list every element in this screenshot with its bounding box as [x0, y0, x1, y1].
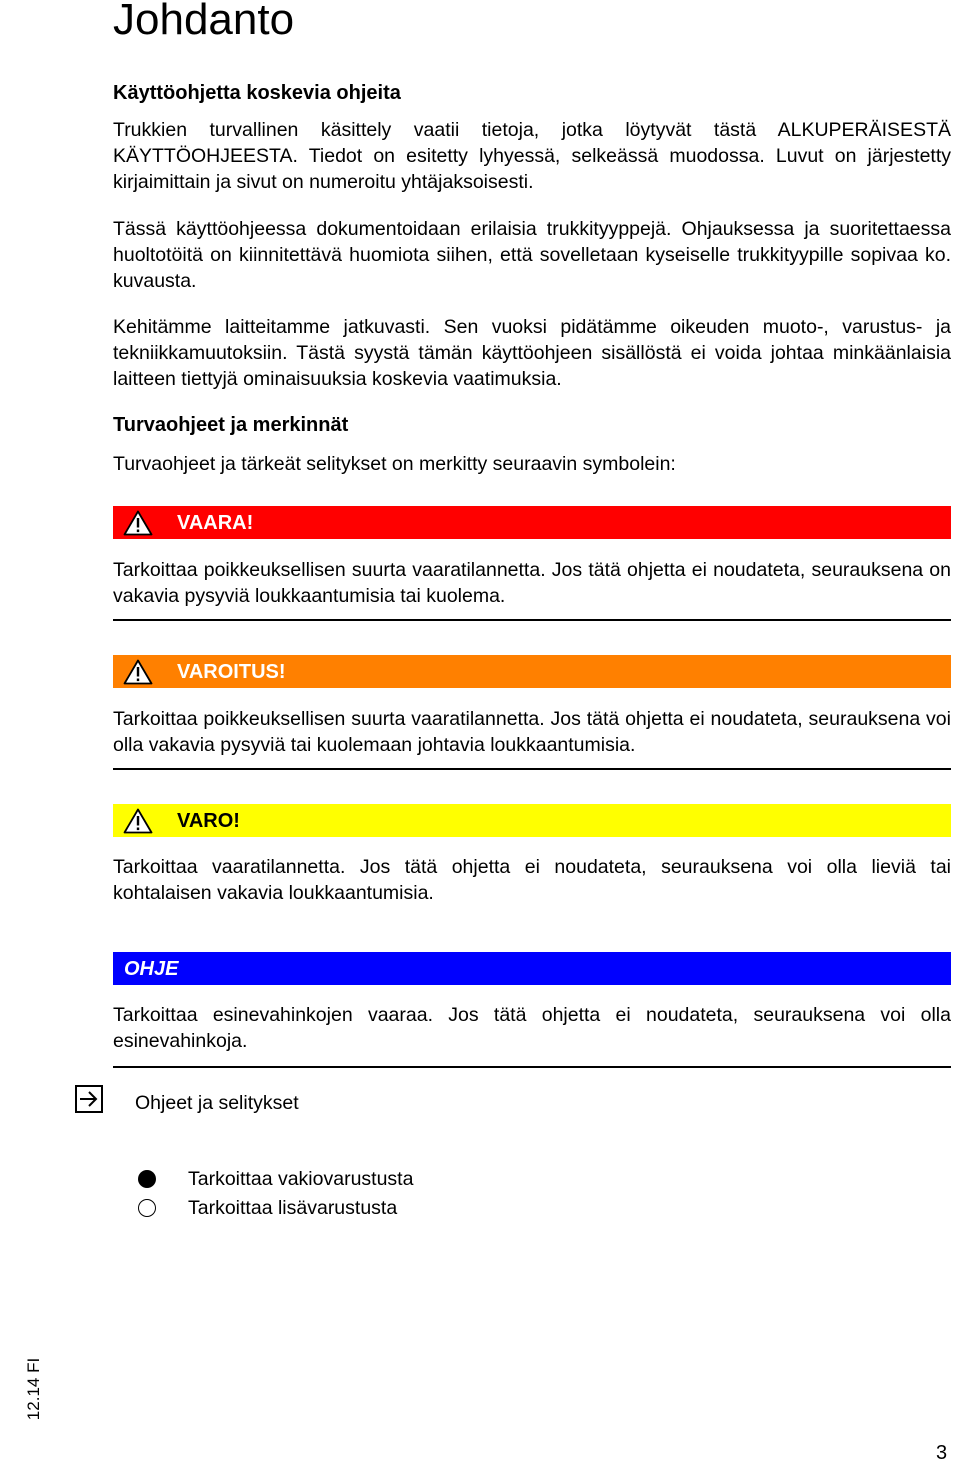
- legend-standard: Tarkoittaa vakiovarustusta: [188, 1168, 414, 1190]
- note-text: Tarkoittaa esinevahinkojen vaaraa. Jos tätä ohjetta ei noudateta, seurauksena voi olla esinevahinkoja.: [113, 1004, 951, 1052]
- note-label: OHJE: [124, 957, 179, 980]
- page-title: Johdanto: [113, 0, 295, 44]
- legend-optional: Tarkoittaa lisävarustusta: [188, 1197, 398, 1219]
- caution-banner: [113, 804, 951, 837]
- warning-triangle-icon: [123, 509, 153, 537]
- paragraph-development: Kehitämme laitteitamme jatkuvasti. Sen vuoksi pidätämme oikeuden muoto-, varustus- ja tekniikkamuutoksiin. Tästä syystä tämän käyttöohjeen sisällöstä ei voida johtaa minkäänlaisia laitteen tiettyjä ominaisuuksia koskevia vaatimuksia.: [113, 316, 951, 390]
- note-banner: [113, 952, 951, 985]
- hollow-circle-icon: [138, 1199, 156, 1217]
- warning-banner: [113, 655, 951, 688]
- filled-circle-icon: [138, 1170, 156, 1188]
- divider: [113, 619, 951, 621]
- warning-triangle-icon: [123, 807, 153, 835]
- warning-label: VAROITUS!: [177, 660, 286, 683]
- legend-instructions: Ohjeet ja selitykset: [135, 1092, 299, 1114]
- arrow-right-icon: [75, 1085, 103, 1113]
- danger-banner: [113, 506, 951, 539]
- paragraph-intro: Trukkien turvallinen käsittely vaatii tietoja, jotka löytyvät tästä ALKUPERÄISESTÄ KÄYTTÖOHJEESTA. Tiedot on esitetty lyhyessä, selkeässä muodossa. Luvut on järjestetty kirjaimittain ja sivut on numeroitu yhtäjaksoisesti.: [113, 119, 951, 193]
- section-heading-safety: Turvaohjeet ja merkinnät: [113, 414, 349, 436]
- danger-label: VAARA!: [177, 511, 254, 534]
- caution-text: Tarkoittaa vaaratilannetta. Jos tätä ohjetta ei noudateta, seurauksena voi olla lieviä tai kohtalaisen vakavia loukkaantumisia.: [113, 856, 951, 904]
- danger-text: Tarkoittaa poikkeuksellisen suurta vaaratilannetta. Jos tätä ohjetta ei noudateta, seurauksena on vakavia pysyviä loukkaantumisia tai kuolema.: [113, 559, 951, 607]
- divider: [113, 768, 951, 770]
- section-heading-manual: Käyttöohjetta koskevia ohjeita: [113, 82, 401, 104]
- paragraph-safety-intro: Turvaohjeet ja tärkeät selitykset on merkitty seuraavin symbolein:: [113, 453, 676, 475]
- document-code: 12.14 FI: [24, 1357, 43, 1421]
- divider: [113, 1066, 951, 1068]
- page-number: 3: [936, 1442, 948, 1464]
- paragraph-truck-types: Tässä käyttöohjeessa dokumentoidaan erilaisia trukkityyppejä. Ohjauksessa ja suoritettaessa huoltotöitä on kiinnitettävä huomiota siihen, että sovelletaan kyseiselle trukkityypille sopivaa ko. kuvausta.: [113, 218, 951, 292]
- caution-label: VARO!: [177, 809, 240, 832]
- warning-triangle-icon: [123, 658, 153, 686]
- warning-text: Tarkoittaa poikkeuksellisen suurta vaaratilannetta. Jos tätä ohjetta ei noudateta, seurauksena voi olla vakavia pysyviä tai kuolemaan johtavia loukkaantumisia.: [113, 708, 951, 756]
